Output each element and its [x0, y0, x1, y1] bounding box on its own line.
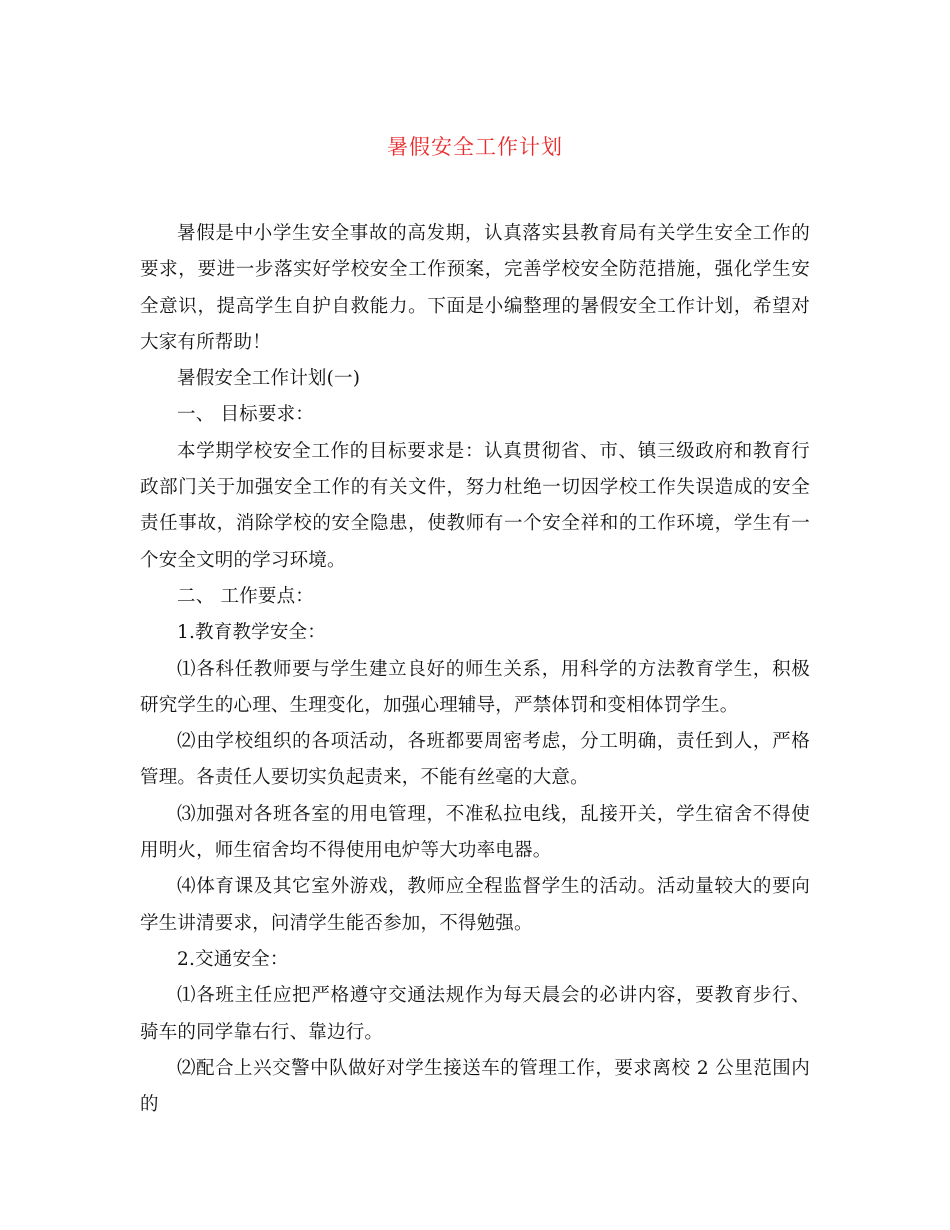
list-item: ⑵配合上兴交警中队做好对学生接送车的管理工作，要求离校 2 公里范围内的: [140, 1057, 810, 1116]
document-body: [140, 216, 810, 1123]
goals-paragraph: 本学期学校安全工作的目标要求是：认真贯彻省、市、镇三级政府和教育行政部门关于加强安全工作的有关文件，努力杜绝一切因学校工作失误造成的安全责任事故，消除学校的安全隐患，使教师有一个安全祥和的工作环境，学生有一个安全文明的学习环境。: [140, 440, 810, 571]
intro-paragraph: 暑假是中小学生安全事故的高发期，认真落实县教育局有关学生安全工作的要求，要进一步落实好学校安全工作预案，完善学校安全防范措施，强化学生安全意识，提高学生自护自救能力。下面是小编整理的暑假安全工作计划，希望对大家有所帮助！: [140, 223, 810, 353]
section-heading-goals: 一、 目标要求：: [177, 404, 314, 426]
list-item: ⑴各科任教师要与学生建立良好的师生关系，用科学的方法教育学生，积极研究学生的心理、生理变化，加强心理辅导，严禁体罚和变相体罚学生。: [140, 658, 810, 716]
list-item: ⑵由学校组织的各项活动，各班都要周密考虑，分工明确，责任到人，严格管理。各责任人要切实负起责来，不能有丝毫的大意。: [140, 731, 810, 789]
section-heading-key-points: 二、 工作要点：: [177, 585, 314, 607]
subsection-heading-teaching-safety: 1.教育教学安全：: [177, 622, 326, 644]
plan-subtitle: 暑假安全工作计划(一): [177, 368, 361, 390]
list-item: ⑷体育课及其它室外游戏，教师应全程监督学生的活动。活动量较大的要向学生讲清要求，问清学生能否参加，不得勉强。: [140, 876, 810, 934]
list-item: ⑶加强对各班各室的用电管理，不准私拉电线，乱接开关，学生宿舍不得使用明火，师生宿舍均不得使用电炉等大功率电器。: [140, 803, 810, 862]
list-item: ⑴各班主任应把严格遵守交通法规作为每天晨会的必讲内容，要教育步行、骑车的同学靠右行、靠边行。: [140, 985, 810, 1043]
subsection-heading-traffic-safety: 2.交通安全：: [177, 948, 289, 970]
page-title: 暑假安全工作计划: [387, 135, 563, 159]
